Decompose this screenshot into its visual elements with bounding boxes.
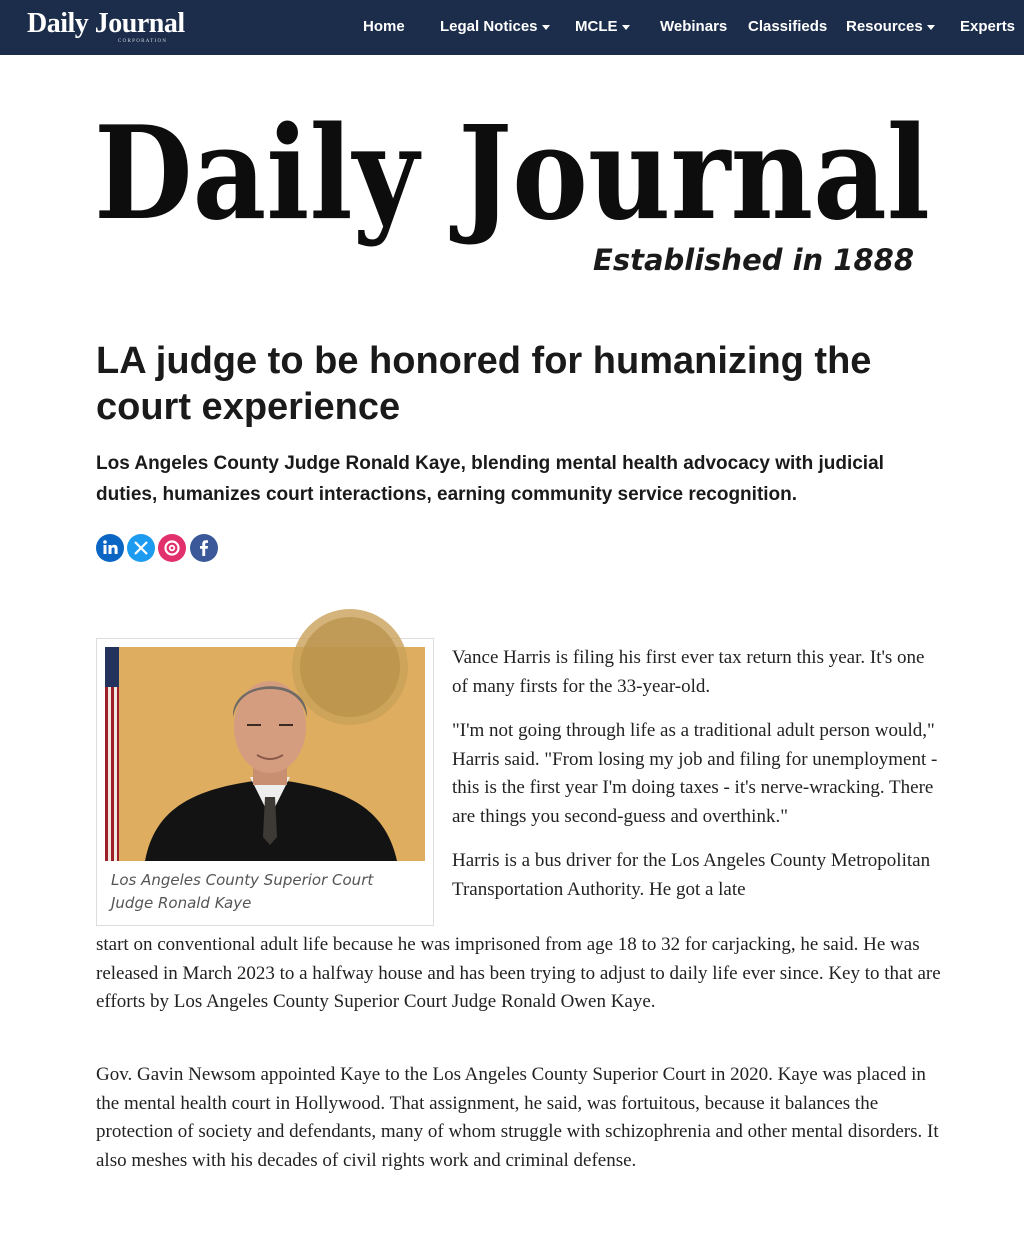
photo-caption: Los Angeles County Superior Court Judge Ronald Kaye	[111, 871, 374, 912]
masthead-logo	[90, 100, 940, 290]
facebook-icon[interactable]	[190, 534, 218, 562]
threads-icon[interactable]	[158, 534, 186, 562]
nav-home[interactable]: Home	[363, 18, 405, 35]
chevron-down-icon	[542, 25, 550, 30]
nav-legal-notices[interactable]: Legal Notices	[440, 18, 550, 35]
nav-classifieds[interactable]: Classifieds	[748, 18, 828, 35]
nav-resources[interactable]: Resources	[846, 18, 935, 35]
article-paragraph: Vance Harris is filing his first ever tax return this year. It's one of many firsts for the 33-year-old.	[452, 647, 925, 697]
article-body-column	[452, 644, 942, 904]
article-paragraph: "I'm not going through life as a traditional adult person would," Harris said. "From losing my job and filing for unemployment - this is the first year I'm doing taxes - it's nerve-wracking. There are things you second-guess and overthink."	[452, 720, 938, 827]
masthead-tagline: Established in 1888	[593, 243, 914, 277]
chevron-down-icon	[622, 25, 630, 30]
article-paragraph: Gov. Gavin Newsom appointed Kaye to the Los Angeles County Superior Court in 2020. Kaye was placed in the mental health court in Hollywood. That assignment, he said, was fortuitous, because it balances the protection of society and defendants, many of whom struggle with schizophrenia and other mental disorders. It also meshes with his decades of civil rights work and criminal defense.	[96, 1064, 939, 1171]
nav-experts[interactable]: Experts	[960, 18, 1016, 35]
nav-webinars[interactable]: Webinars	[660, 18, 728, 35]
top-navbar	[0, 0, 1024, 55]
article-headline: LA judge to be honored for humanizing the court experience	[96, 340, 872, 428]
site-logo-subtitle: CORPORATION	[118, 39, 168, 44]
article-paragraph: start on conventional adult life because he was imprisoned from age 18 to 32 for carjacking, he said. He was released in March 2023 to a halfway house and has been trying to adjust to daily life ever since. Key to that are efforts by Los Angeles County Superior Court Judge Ronald Owen Kaye.	[96, 934, 941, 1012]
nav-mcle[interactable]: MCLE	[575, 18, 630, 35]
judge-photo[interactable]	[105, 647, 425, 861]
chevron-down-icon	[927, 25, 935, 30]
article-dek: Los Angeles County Judge Ronald Kaye, blending mental health advocacy with judicial duties, humanizes court interactions, earning community service recognition.	[96, 453, 884, 505]
article-paragraph: Harris is a bus driver for the Los Angeles County Metropolitan Transportation Authority. He got a late	[452, 850, 931, 900]
site-logo[interactable]: Daily Journal	[27, 8, 185, 39]
x-icon[interactable]	[127, 534, 155, 562]
masthead-title: Daily Journal	[94, 99, 930, 249]
article-figure	[96, 638, 434, 926]
linkedin-icon[interactable]	[96, 534, 124, 562]
